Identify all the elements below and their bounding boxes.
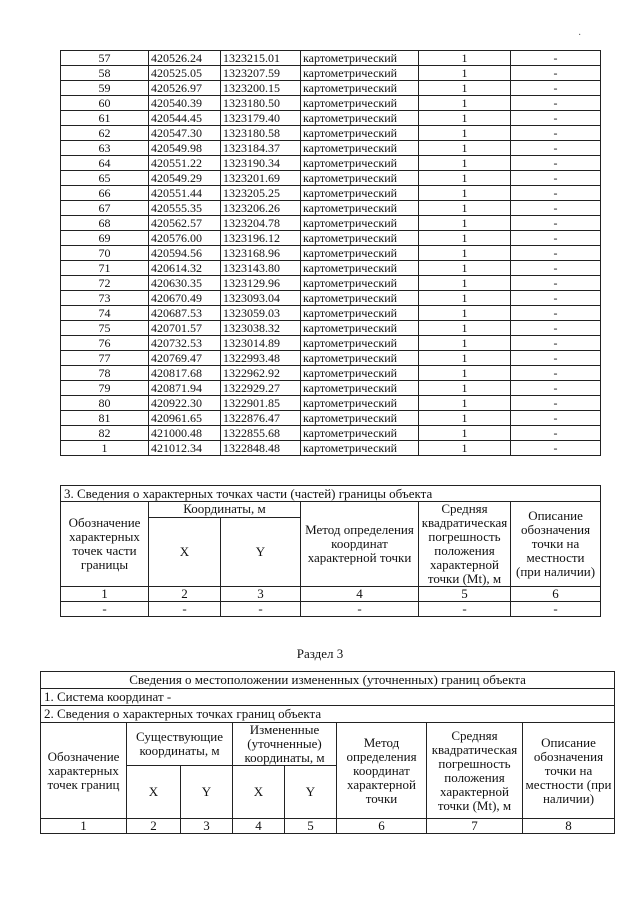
column-number: 7 [427,819,523,834]
coordinate-x: 420961.65 [149,411,221,426]
description-cell: - [511,396,601,411]
description-cell: - [511,171,601,186]
point-number: 67 [61,201,149,216]
method-cell: картометрический [301,246,419,261]
method-cell: картометрический [301,381,419,396]
description-cell: - [511,366,601,381]
coordinate-y: 1323196.12 [221,231,301,246]
coordinate-y: 1323168.96 [221,246,301,261]
header-coordinates: Координаты, м [149,502,301,518]
coordinate-x: 420547.30 [149,126,221,141]
table-row [61,411,601,426]
coordinate-x: 421012.34 [149,441,221,456]
method-cell: картометрический [301,186,419,201]
description-cell: - [511,426,601,441]
description-cell: - [511,216,601,231]
method-cell: картометрический [301,81,419,96]
coordinate-y: 1323180.58 [221,126,301,141]
method-cell: картометрический [301,96,419,111]
point-number: 76 [61,336,149,351]
point-number: 73 [61,291,149,306]
table-row [61,261,601,276]
description-cell: - [511,321,601,336]
point-number: 80 [61,396,149,411]
empty-cell: - [149,602,221,617]
header-y: Y [221,517,301,586]
coordinate-x: 420525.05 [149,66,221,81]
section-heading: Раздел 3 [296,646,344,661]
method-cell: картометрический [301,141,419,156]
header-mt: Средняя квадратическая погрешность положения характерной точки (Mt), м [419,502,511,587]
method-cell: картометрический [301,441,419,456]
column-number: 4 [233,819,285,834]
mt-cell: 1 [419,366,511,381]
description-cell: - [511,306,601,321]
coordinate-system: 1. Система координат - [41,689,615,706]
column-number: 1 [41,819,127,834]
description-cell: - [511,96,601,111]
coordinate-y: 1323205.25 [221,186,301,201]
header-changed-coords: Измененные (уточненные) координаты, м [233,723,337,766]
section3-table [40,671,615,834]
point-number: 66 [61,186,149,201]
method-cell: картометрический [301,426,419,441]
description-cell: - [511,126,601,141]
header-method: Метод определения координат характерной точки [337,723,427,819]
point-number: 79 [61,381,149,396]
point-number: 68 [61,216,149,231]
mt-cell: 1 [419,81,511,96]
section3-title: Сведения о местоположении измененных (уточненных) границ объекта [41,672,615,689]
header-method: Метод определения координат характерной точки [301,502,419,587]
table-row [61,381,601,396]
description-cell: - [511,156,601,171]
table-row [61,231,601,246]
coordinate-x: 420817.68 [149,366,221,381]
column-number: 6 [337,819,427,834]
column-number: 5 [419,587,511,602]
mt-cell: 1 [419,111,511,126]
description-cell: - [511,186,601,201]
coordinate-y: 1323201.69 [221,171,301,186]
coordinate-y: 1323093.04 [221,291,301,306]
empty-cell: - [419,602,511,617]
table-row [61,141,601,156]
header-description: Описание обозначения точки на местности (при наличии) [523,723,615,819]
table-row [61,441,601,456]
table-row [61,366,601,381]
coordinate-y: 1323184.37 [221,141,301,156]
header-designation: Обозначение характерных точек части границы [61,502,149,587]
description-cell: - [511,381,601,396]
mt-cell: 1 [419,51,511,66]
column-number: 4 [301,587,419,602]
coordinate-y: 1322929.27 [221,381,301,396]
description-cell: - [511,246,601,261]
mt-cell: 1 [419,246,511,261]
coordinate-y: 1323207.59 [221,66,301,81]
part-points-table [60,485,601,617]
coordinate-y: 1322855.68 [221,426,301,441]
coordinate-y: 1323014.89 [221,336,301,351]
coordinate-x: 420687.53 [149,306,221,321]
coordinate-y: 1323143.80 [221,261,301,276]
table-row [61,66,601,81]
mt-cell: 1 [419,351,511,366]
description-cell: - [511,291,601,306]
coordinate-x: 420526.24 [149,51,221,66]
table-row [61,351,601,366]
method-cell: картометрический [301,156,419,171]
mt-cell: 1 [419,411,511,426]
coordinate-x: 420555.35 [149,201,221,216]
coordinate-x: 420922.30 [149,396,221,411]
header-existing-coords: Существующие координаты, м [127,723,233,766]
table-row [61,336,601,351]
method-cell: картометрический [301,261,419,276]
mt-cell: 1 [419,171,511,186]
coordinate-x: 420614.32 [149,261,221,276]
coordinate-x: 421000.48 [149,426,221,441]
mt-cell: 1 [419,201,511,216]
coordinate-y: 1322901.85 [221,396,301,411]
points-table [60,50,601,456]
mt-cell: 1 [419,216,511,231]
column-number: 5 [285,819,337,834]
mt-cell: 1 [419,126,511,141]
description-cell: - [511,441,601,456]
header-x: X [233,766,285,819]
point-number: 74 [61,306,149,321]
mt-cell: 1 [419,396,511,411]
header-mt: Средняя квадратическая погрешность положения характерной точки (Mt), м [427,723,523,819]
point-number: 82 [61,426,149,441]
description-cell: - [511,261,601,276]
scan-mark: · [578,30,582,41]
header-x: X [149,517,221,586]
coordinate-y: 1323190.34 [221,156,301,171]
description-cell: - [511,141,601,156]
method-cell: картометрический [301,411,419,426]
coordinate-y: 1322962.92 [221,366,301,381]
coordinate-x: 420769.47 [149,351,221,366]
method-cell: картометрический [301,111,419,126]
header-designation: Обозначение характерных точек границ [41,723,127,819]
coordinate-y: 1323204.78 [221,216,301,231]
table-row [61,51,601,66]
mt-cell: 1 [419,426,511,441]
coordinate-x: 420526.97 [149,81,221,96]
method-cell: картометрический [301,396,419,411]
coordinate-y: 1323179.40 [221,111,301,126]
method-cell: картометрический [301,126,419,141]
coordinate-y: 1323038.32 [221,321,301,336]
coordinate-y: 1323129.96 [221,276,301,291]
point-number: 72 [61,276,149,291]
mt-cell: 1 [419,291,511,306]
method-cell: картометрический [301,171,419,186]
coordinate-y: 1323200.15 [221,81,301,96]
mt-cell: 1 [419,261,511,276]
header-y: Y [181,766,233,819]
point-number: 78 [61,366,149,381]
method-cell: картометрический [301,276,419,291]
coordinate-x: 420551.44 [149,186,221,201]
mt-cell: 1 [419,231,511,246]
point-number: 63 [61,141,149,156]
method-cell: картометрический [301,351,419,366]
header-description: Описание обозначения точки на местности (при наличии) [511,502,601,587]
description-cell: - [511,111,601,126]
table-row [61,426,601,441]
column-number: 3 [181,819,233,834]
point-number: 59 [61,81,149,96]
method-cell: картометрический [301,321,419,336]
table-row [61,276,601,291]
coordinate-x: 420549.98 [149,141,221,156]
part-section-title: 3. Сведения о характерных точках части (частей) границы объекта [61,486,601,502]
column-number: 1 [61,587,149,602]
coordinate-x: 420732.53 [149,336,221,351]
mt-cell: 1 [419,156,511,171]
description-cell: - [511,81,601,96]
method-cell: картометрический [301,366,419,381]
point-number: 61 [61,111,149,126]
coordinate-x: 420549.29 [149,171,221,186]
point-number: 77 [61,351,149,366]
coordinate-x: 420594.56 [149,246,221,261]
coordinate-y: 1322848.48 [221,441,301,456]
coordinate-x: 420701.57 [149,321,221,336]
method-cell: картометрический [301,306,419,321]
mt-cell: 1 [419,141,511,156]
points-table-body [61,51,601,456]
mt-cell: 1 [419,336,511,351]
point-number: 70 [61,246,149,261]
table-row [61,201,601,216]
method-cell: картометрический [301,291,419,306]
table-row [61,156,601,171]
point-number: 60 [61,96,149,111]
point-number: 75 [61,321,149,336]
method-cell: картометрический [301,66,419,81]
table-row [61,321,601,336]
point-number: 57 [61,51,149,66]
mt-cell: 1 [419,381,511,396]
coordinate-x: 420576.00 [149,231,221,246]
method-cell: картометрический [301,201,419,216]
column-number: 6 [511,587,601,602]
coordinate-x: 420562.57 [149,216,221,231]
coordinate-x: 420544.45 [149,111,221,126]
method-cell: картометрический [301,231,419,246]
column-number: 2 [149,587,221,602]
empty-cell: - [221,602,301,617]
section3-points-title: 2. Сведения о характерных точках границ объекта [41,706,615,723]
mt-cell: 1 [419,276,511,291]
coordinate-y: 1323059.03 [221,306,301,321]
mt-cell: 1 [419,186,511,201]
coordinate-x: 420540.39 [149,96,221,111]
description-cell: - [511,276,601,291]
point-number: 69 [61,231,149,246]
table-row [61,171,601,186]
coordinate-x: 420630.35 [149,276,221,291]
description-cell: - [511,51,601,66]
table-row [61,291,601,306]
column-number: 8 [523,819,615,834]
point-number: 71 [61,261,149,276]
table-row [61,216,601,231]
coordinate-y: 1323180.50 [221,96,301,111]
coordinate-y: 1322993.48 [221,351,301,366]
coordinate-x: 420670.49 [149,291,221,306]
point-number: 65 [61,171,149,186]
description-cell: - [511,231,601,246]
table-row [61,246,601,261]
column-number: 3 [221,587,301,602]
point-number: 64 [61,156,149,171]
table-row [61,111,601,126]
empty-cell: - [511,602,601,617]
table-row [61,126,601,141]
header-x: X [127,766,181,819]
table-row [61,186,601,201]
description-cell: - [511,351,601,366]
point-number: 62 [61,126,149,141]
empty-cell: - [61,602,149,617]
mt-cell: 1 [419,66,511,81]
point-number: 81 [61,411,149,426]
coordinate-x: 420871.94 [149,381,221,396]
mt-cell: 1 [419,96,511,111]
table-row [61,81,601,96]
description-cell: - [511,201,601,216]
table-row [61,96,601,111]
description-cell: - [511,66,601,81]
method-cell: картометрический [301,336,419,351]
table-row [61,396,601,411]
coordinate-x: 420551.22 [149,156,221,171]
description-cell: - [511,336,601,351]
point-number: 58 [61,66,149,81]
mt-cell: 1 [419,306,511,321]
point-number: 1 [61,441,149,456]
coordinate-y: 1323206.26 [221,201,301,216]
table-row [61,306,601,321]
method-cell: картометрический [301,216,419,231]
header-y: Y [285,766,337,819]
mt-cell: 1 [419,441,511,456]
column-number: 2 [127,819,181,834]
mt-cell: 1 [419,321,511,336]
method-cell: картометрический [301,51,419,66]
coordinate-y: 1322876.47 [221,411,301,426]
description-cell: - [511,411,601,426]
coordinate-y: 1323215.01 [221,51,301,66]
empty-cell: - [301,602,419,617]
